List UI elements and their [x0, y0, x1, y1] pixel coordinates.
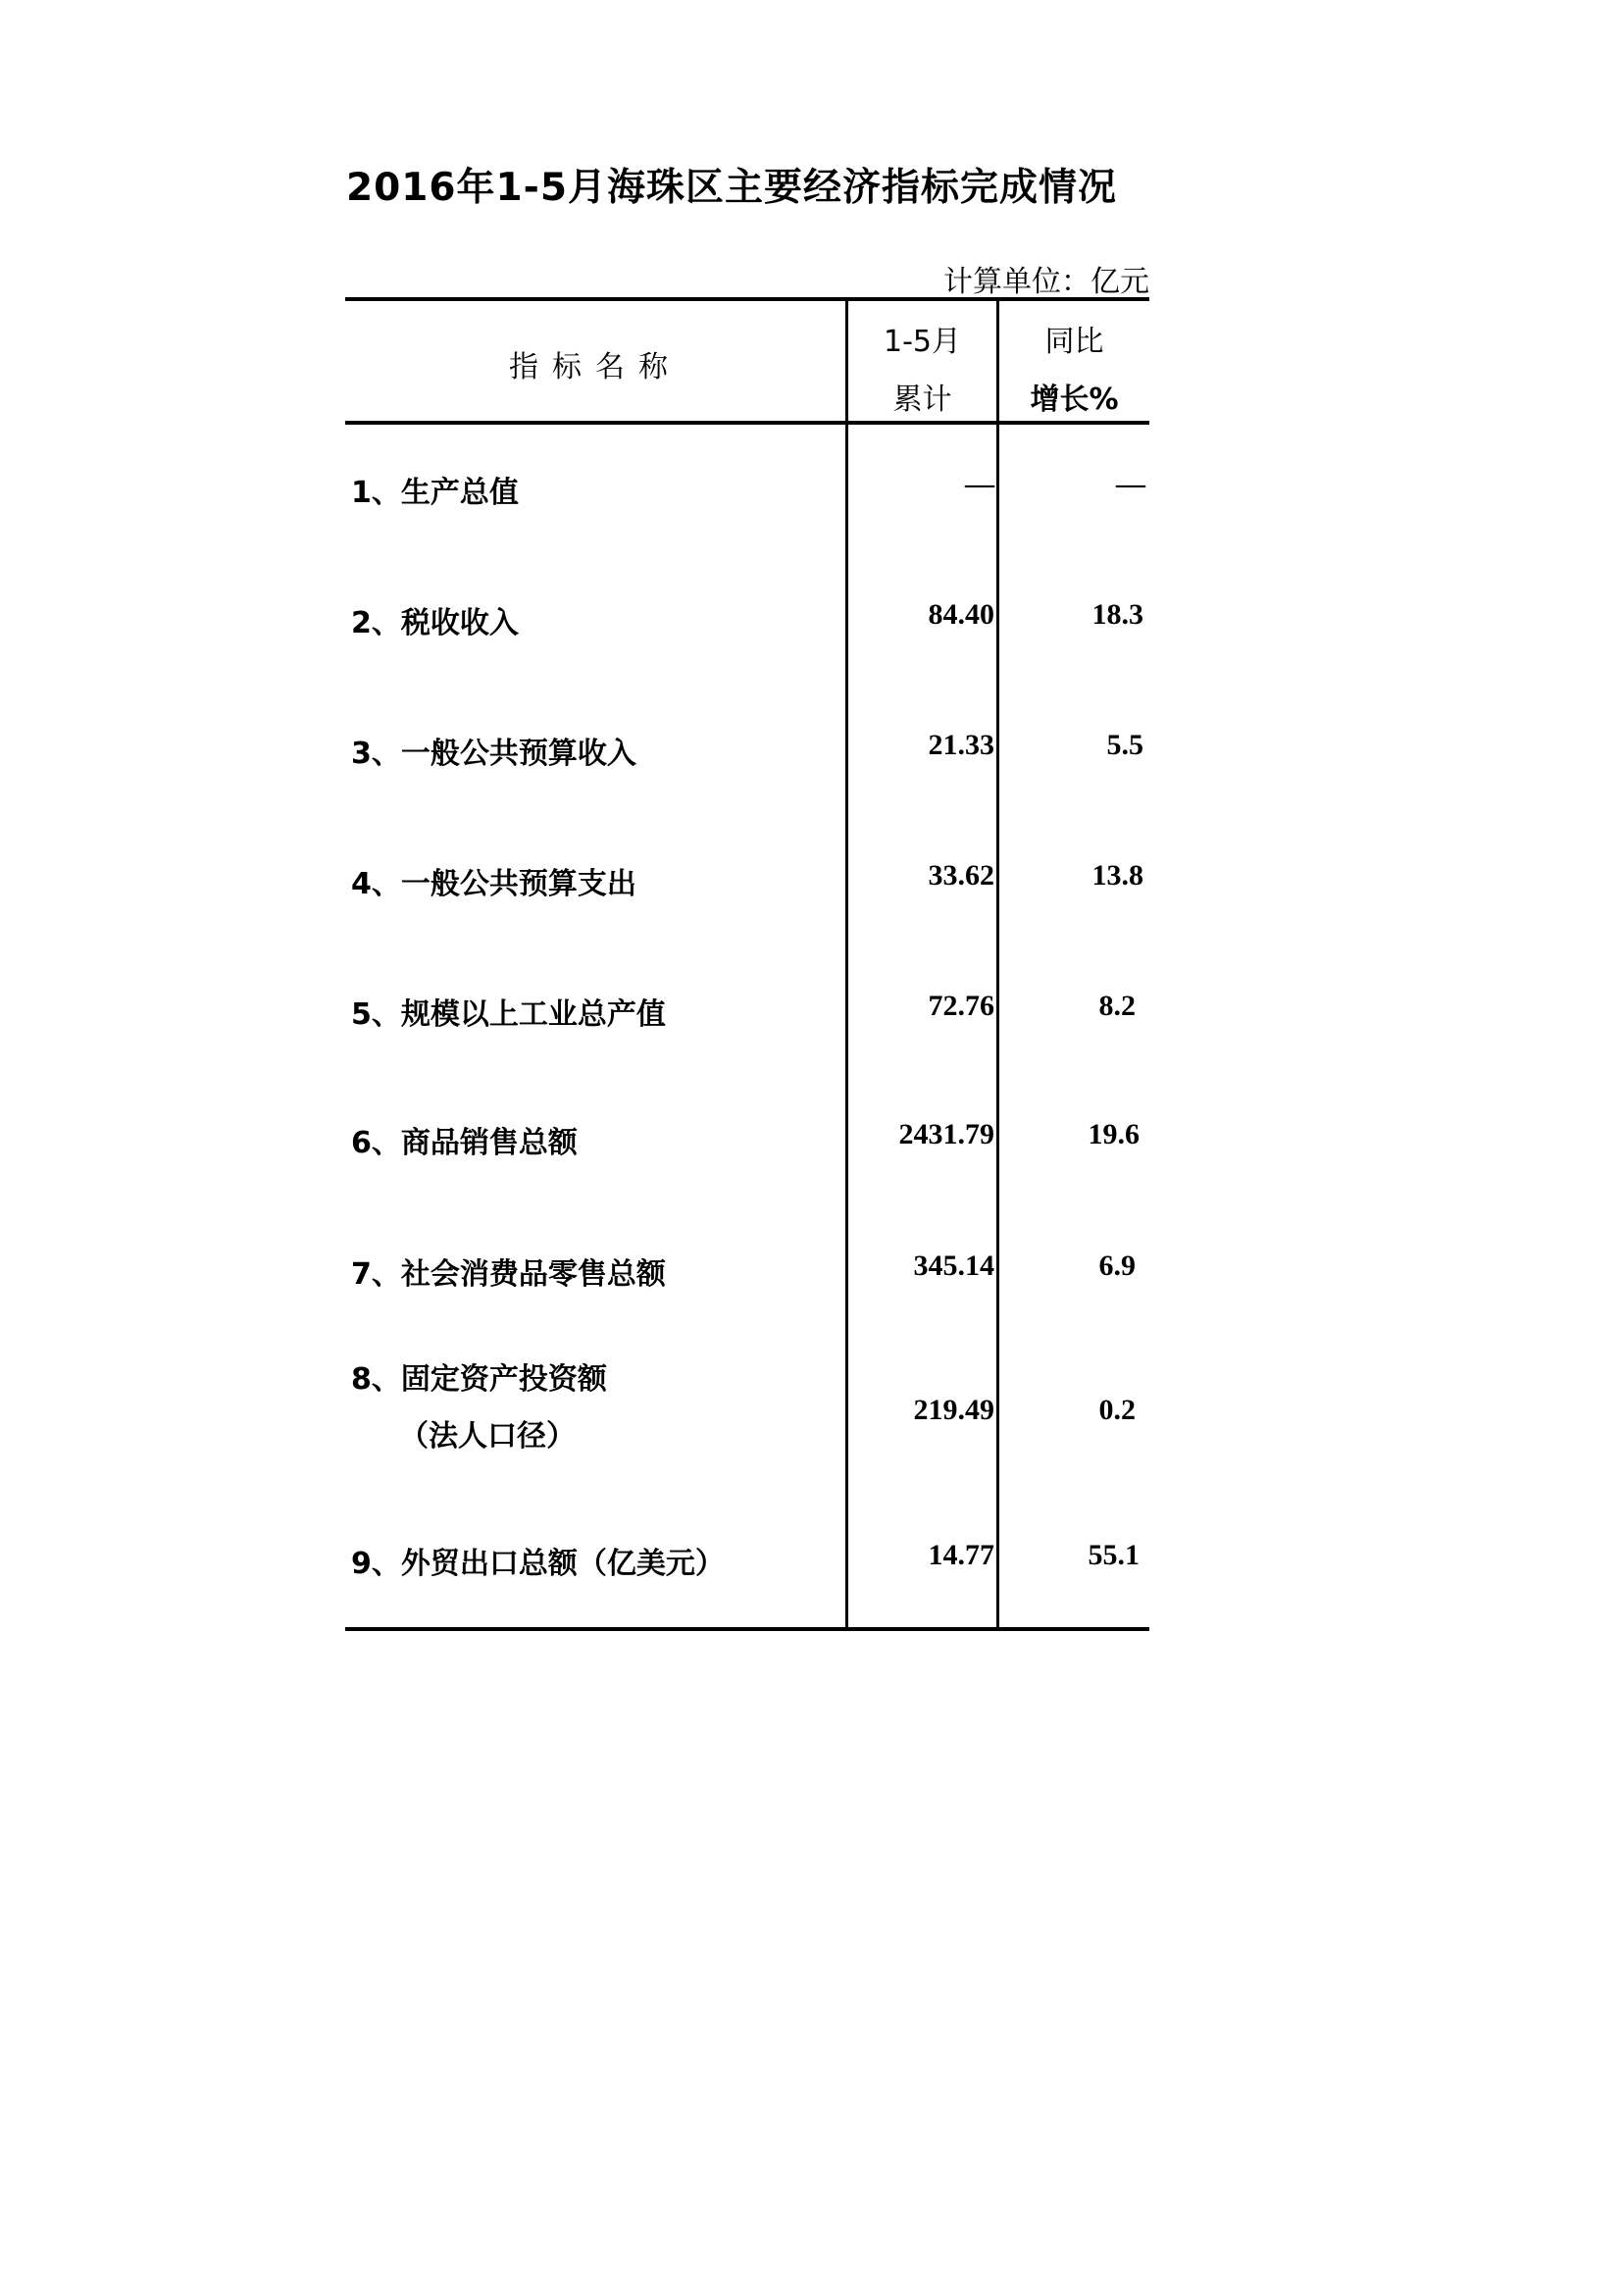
- indicator-name-note: （法人口径）: [399, 1419, 576, 1454]
- cumulative-value: 72.76: [928, 990, 994, 1022]
- growth-value: 19.6: [1088, 1118, 1140, 1150]
- cumulative-value: 219.49: [913, 1394, 994, 1426]
- growth-value: 0.2: [1098, 1394, 1136, 1426]
- growth-value: 55.1: [1088, 1539, 1140, 1571]
- page-title: 2016年1-5月海珠区主要经济指标完成情况: [346, 166, 1118, 210]
- column-divider: [845, 301, 848, 1627]
- growth-value: 18.3: [1091, 598, 1143, 631]
- header-cumulative-line1: 1-5月: [884, 325, 961, 359]
- header-cumulative-line2: 累计: [892, 383, 952, 417]
- cumulative-value: —: [965, 468, 994, 500]
- cumulative-value: 14.77: [928, 1539, 994, 1571]
- indicator-name: 4、一般公共预算支出: [351, 867, 636, 901]
- growth-value: —: [1116, 468, 1145, 500]
- header-indicator-name: 指标名称: [509, 350, 682, 384]
- growth-value: 8.2: [1098, 990, 1136, 1022]
- cumulative-value: 21.33: [928, 729, 994, 761]
- growth-value: 5.5: [1106, 729, 1143, 761]
- indicator-name: 6、商品销售总额: [351, 1126, 578, 1160]
- indicator-name: 2、税收收入: [351, 606, 519, 640]
- indicator-name: 9、外贸出口总额（亿美元）: [351, 1547, 725, 1581]
- indicator-name: 5、规模以上工业总产值: [351, 997, 666, 1032]
- indicator-name: 3、一般公共预算收入: [351, 737, 636, 771]
- header-divider: [345, 421, 1149, 425]
- unit-note: 计算单位：亿元: [943, 265, 1149, 299]
- cumulative-value: 345.14: [913, 1250, 994, 1282]
- growth-value: 6.9: [1098, 1250, 1136, 1282]
- cumulative-value: 2431.79: [898, 1118, 994, 1150]
- indicator-name: 1、生产总值: [351, 476, 519, 510]
- indicator-name: 8、固定资产投资额: [351, 1362, 607, 1397]
- header-yoy-line1: 同比: [1044, 325, 1104, 359]
- header-yoy-line2: 增长%: [1030, 383, 1119, 417]
- growth-value: 13.8: [1091, 859, 1143, 892]
- indicator-table: [345, 297, 1149, 1631]
- indicator-name: 7、社会消费品零售总额: [351, 1257, 666, 1292]
- cumulative-value: 84.40: [928, 598, 994, 631]
- cumulative-value: 33.62: [928, 859, 994, 892]
